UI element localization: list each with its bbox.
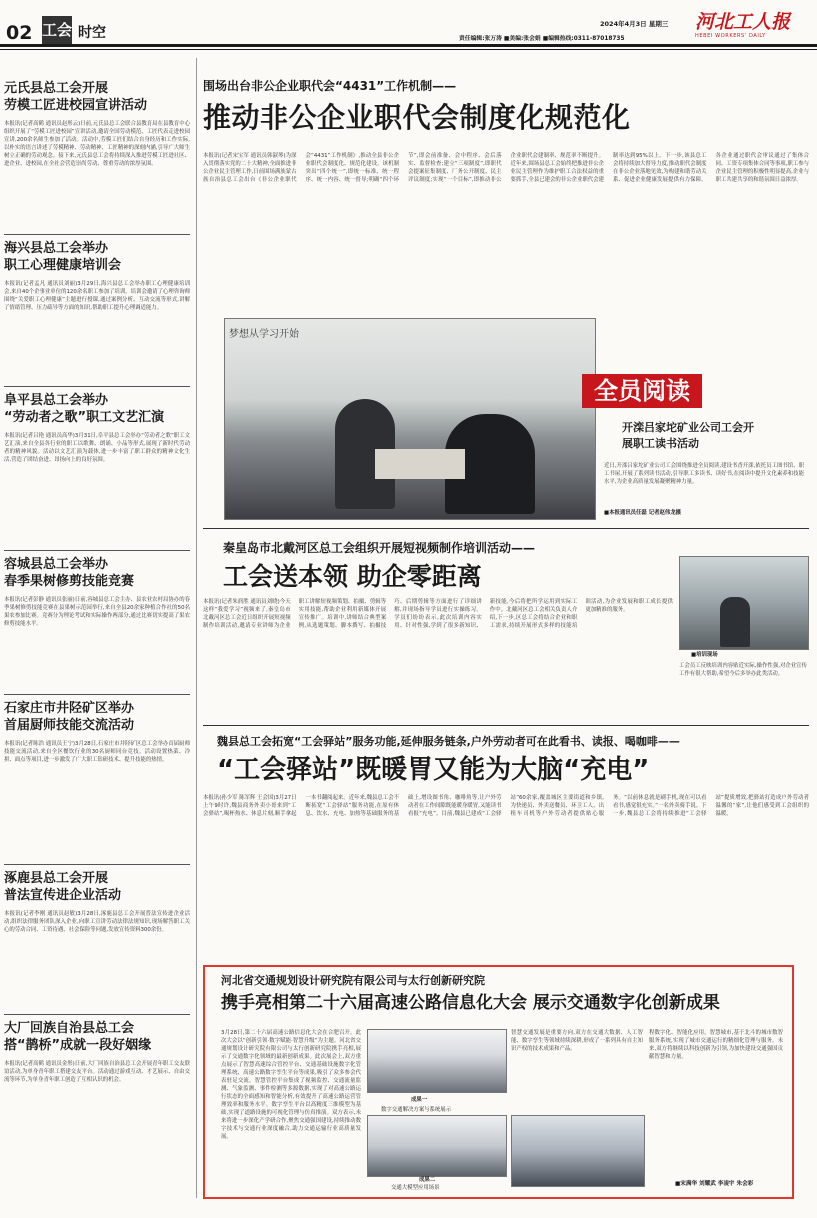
paper-name: 河北工人报 [695, 11, 791, 33]
feature-headline: 携手亮相第二十六届高速公路信息化大会 展示交通数字化创新成果 [221, 993, 720, 1013]
left-story-body: 本报讯(记者高鹤 通讯员金彤)日前,大厂回族自治县总工会开展青年职工交友联谊活动,为单身青年职工搭建交友平台。活动通过游戏互动、才艺展示、自由交流等环节,为单身青年职工创造了互相认识的机会。 [4, 1061, 190, 1083]
left-story [4, 556, 190, 696]
left-story-title-2: “劳动者之歌”职工文艺汇演 [4, 410, 165, 425]
left-divider [4, 694, 190, 695]
left-story-body: 本报讯(记者吕艳 通讯员高华)3月31日,阜平县总工会举办“劳动者之歌”职工文艺汇演,来自全县各行业的职工以歌舞、朗诵、小品等形式,展现了新时代劳动者的精神风貌。活动以文艺汇演为载体,进一步丰富了职工群众的精神文化生活,营造了团结奋进、昂扬向上的良好氛围。 [4, 433, 190, 463]
left-story-title-1: 大厂回族自治县总工会 [4, 1021, 135, 1036]
section-logo: 工会 [42, 16, 72, 44]
left-divider [4, 234, 190, 235]
second-body-cont: 工会员工反映培训内容贴近实际,操作性强,对企业宣传工作有很大帮助,希望今后多举办此类活动。 [679, 663, 807, 677]
feature-photo-1 [367, 1029, 507, 1093]
left-story-body: 本报讯(记者陈浩 通讯员王宁)3月28日,石家庄市井陉矿区总工会举办首届厨师技能交流活动,来自全区餐饮行业的30名厨师同台竞技。活动设置热菜、冷拼、面点等项目,进一步激发了广大职工钻研技术、提升技能的热情。 [4, 741, 190, 763]
lead-story [203, 74, 809, 319]
reading-story [224, 318, 810, 520]
left-story-title-1: 阜平县总工会举办 [4, 393, 109, 408]
feature-box [203, 965, 794, 1199]
left-story-title-2: 劳模工匠进校园宣讲活动 [4, 98, 148, 113]
left-story-title-1: 石家庄市井陉矿区举办 [4, 701, 135, 716]
feature-body-far: 程数字化、智能化应用。智慧城市,基于北斗的城市数智服务系统,实现了城市交通运行的精细化管理与服务。未来,双方将继续以科技创新为引领,为加快建设交通强国贡献智慧和力量。 [649, 1030, 783, 1060]
photo-people [720, 597, 750, 647]
lead-body: 本报讯(记者宋宝军 通讯员韩淑琴)为深入贯彻落实党的二十大精神,全面推进非公企业民主管理工作,日前围场满族蒙古族自治县总工会出台《非公企业职代会“4431”工作机制》,推动全县非公企业职代会制度化、规范化建设。该机制突出“四个统一”,即统一标准、统一程序、统一内容、统一督导;明确“四个环节”,即会前准备、会中程序、会后落实、监督检查;建立“三项制度”,即职代会提案征集制度、厂务公开制度、民主评议制度;实现“一个目标”,即推动非公企业职代会建制率、规范率不断提升。近年来,围场县总工会始终把推进非公企业民主管理作为维护职工合法权益的重要抓手,全县已建会的非公企业职代会建制率达到95%以上。下一步,该县总工会将持续加大督导力度,推动职代会制度在非公企业落地见效,为构建和谐劳动关系、促进企业健康发展提供有力保障。各企业通过职代会审议通过了集体合同、工资专项集体合同等事项,职工参与企业民主管理的积极性明显提高,企业与职工共建共享的和谐氛围日益浓厚。 [203, 153, 809, 183]
left-story-title-2: 搭“鹊桥”成就一段好姻缘 [4, 1038, 152, 1053]
left-story-title-1: 元氏县总工会开展 [4, 81, 109, 96]
reading-caption: ■本报通讯员任磊 记者赵伟龙摄 [604, 510, 682, 516]
left-story-title-2: 职工心理健康培训会 [4, 258, 122, 273]
reading-title-2: 展职工读书活动 [622, 437, 699, 450]
feature-body-right: 智慧交通发展是重要方向,双方在交通大数据、人工智能、数字孪生等领域持续深耕,形成了一系列具有自主知识产权的技术成果和产品。 [511, 1030, 643, 1052]
feature-caption-1a: 成果一 [411, 1097, 428, 1103]
reading-body: 近日,开滦吕家坨矿业公司工会围绕推进全员阅读,建设书香开滦,依托员工图书馆、职工书屋,开展了系列读书活动,引导职工多读书、读好书,在阅读中提升文化素养和技能水平,为企业高质量发展凝聚精神力量。 [604, 463, 804, 485]
third-body: 本报讯(孙少军 陈军辉 王会国)3月27日上午9时许,魏县商务外卖小哥来到“工会驿站”,喝杯热水、休息片刻,顺手拿起一本书翻阅起来。近年来,魏县总工会不断拓宽“工会驿站”服务功能,在原有休息、饮水、充电、加热等基础服务的基础上,增设图书角、咖啡角等,让户外劳动者在工作间隙既能暖身暖胃,又能读书看报“充电”。目前,魏县已建成“工会驿站”60余家,覆盖城区主要街道和乡镇,为快递员、外卖送餐员、环卫工人、出租车司机等户外劳动者提供贴心服务。“以前休息就是刷手机,现在可以看看书,感觉很充实。”一名外卖骑手说。下一步,魏县总工会将持续推进“工会驿站”提质增效,把驿站打造成户外劳动者温馨的“家”,让他们感受到工会组织的温暖。 [203, 795, 809, 817]
left-story-body: 本报讯(记者孟凡 通讯员刘丽)3月29日,海兴县总工会举办职工心理健康培训会,来自40个企事业单位的120余名职工参加了培训。培训会邀请了心理咨询师围绕“关爱职工心理健康”主题进行授课,通过案例分析、互动交流等形式,讲解了情绪管理、压力疏导等方面的知识,帮助职工提升心理调适能力。 [4, 281, 190, 311]
feature-body: 3月28日,第二十六届高速公路信息化大会在合肥召开。此次大会以“创新引领·数字赋能·智慧升级”为主题。河北省交通规划设计研究院有限公司与太行创新研究院携手亮相,展示了交通数字化领域的最新创新成果。此次展会上,双方重点展示了智慧高速综合管控平台、交通基础设施数字化管理系统、高速公路数字孪生平台等成果,吸引了众多参会代表驻足交流。智慧管控平台集成了视频监控、交通流量监测、气象监测、事件检测等多源数据,实现了对高速公路运行状态的全面感知和智能分析,有效提升了高速公路运营管理效率和服务水平。数字孪生平台以高精度三维模型为基础,实现了道路设施的可视化管理与仿真推演。双方表示,未来将进一步深化产学研合作,聚焦交通强国建设,持续推动数字技术与交通行业深度融合,助力交通运输行业高质量发展。 [221, 1030, 361, 1140]
left-story [4, 240, 190, 388]
left-story-body: 本报讯(记者高鹤 通讯员赵彤云)日前,元氏县总工会联合县教育局在县教育中心组织开展了“劳模工匠进校园”宣讲活动,邀请全国劳动模范、工匠代表走进校园宣讲,200余名师生参加了活动。活动中,劳模工匠们结合自身经历和工作实际,以朴实的语言讲述了劳模精神、劳动精神、工匠精神的深刻内涵,引导广大师生树立正确的劳动观念。接下来,元氏县总工会将持续深入推进劳模工匠进社区、进企业、进校园,在全社会营造崇尚劳动、尊重劳动的浓厚氛围。 [4, 121, 190, 167]
left-story-title-1: 海兴县总工会举办 [4, 241, 109, 256]
editor-line: 责任编辑:张万涛 ■美编:张会娟 ■编辑热线:0311-87018735 [459, 36, 625, 42]
third-story [203, 732, 809, 962]
feature-kicker: 河北省交通规划设计研究院有限公司与太行创新研究院 [221, 974, 485, 987]
third-headline: “工会驿站”既暖胃又能为大脑“充电” [217, 755, 650, 785]
section-title: 时空 [78, 25, 106, 41]
date-line: 2024年4月3日 星期三 [600, 20, 669, 28]
left-story [4, 80, 190, 235]
left-story-title-1: 容城县总工会举办 [4, 557, 109, 572]
paper-en: HEBEI WORKERS' DAILY [695, 33, 766, 39]
left-story-title-2: 普法宣传进企业活动 [4, 888, 122, 903]
page-number: 02 [6, 22, 33, 44]
reading-photo [224, 318, 596, 520]
left-story [4, 870, 190, 1015]
left-story-title-2: 首届厨师技能交流活动 [4, 718, 135, 733]
left-story [4, 392, 190, 552]
left-story-title-2: 春季果树修剪技能竞赛 [4, 574, 135, 589]
left-divider [4, 864, 190, 865]
left-divider [4, 550, 190, 551]
second-caption: ■培训现场 [691, 652, 718, 658]
photo-table [375, 449, 465, 479]
feature-caption-2b: 交通大模型应用场景 [391, 1185, 440, 1191]
feature-byline: ■宋满华 刘耀武 李凌宇 朱会彩 [675, 1181, 754, 1187]
third-kicker: 魏县总工会拓宽“工会驿站”服务功能,延伸服务链条,户外劳动者可在此看书、读报、喝咖啡—— [217, 735, 680, 748]
paper-logo [695, 11, 811, 43]
left-story [4, 1020, 190, 1218]
left-story-title-1: 涿鹿县总工会开展 [4, 871, 109, 886]
masthead [0, 0, 817, 58]
second-photo [679, 556, 809, 650]
left-column [0, 58, 190, 1198]
reading-banner: 全员阅读 [582, 374, 702, 408]
second-story [203, 538, 809, 718]
reading-title-1: 开滦吕家坨矿业公司工会开 [622, 421, 754, 434]
left-divider [4, 386, 190, 387]
left-divider [4, 1014, 190, 1015]
photo-wall-text: 梦想从学习开始 [229, 329, 299, 340]
second-headline: 工会送本领 助企零距离 [223, 562, 482, 591]
left-story-body: 本报讯(记者李刚 通讯员赵敏)3月28日,涿鹿县总工会开展普法宣传进企业活动,组织法律服务团队深入企业,向职工宣讲劳动法律法规知识,现场解答职工关心的劳动合同、工资待遇、社会保险等问题,发放宣传资料300余份。 [4, 911, 190, 933]
feature-photo-3 [367, 1115, 507, 1177]
second-body: 本报讯(记者朱润胜 通讯员刘晓)今天这样“我爱学习”视频来了,秦皇岛市北戴河区总工会近日组织开展短视频制作培训活动,邀请专业讲师为企业职工讲解短视频策划、拍摄、剪辑等实用技能,帮助企业利用新媒体开展宣传推广。培训中,讲师结合典型案例,从选题策划、脚本撰写、拍摄技巧、后期剪辑等方面进行了详细讲解,并现场指导学员进行实操练习。学员们纷纷表示,此次培训内容实用、针对性强,学到了很多新知识、新技能,今后将把所学运用到实际工作中。北戴河区总工会相关负责人介绍,下一步,区总工会将结合企业和职工需求,持续开展形式多样的技能培训活动,为企业发展和职工成长提供更加精准的服务。 [203, 599, 673, 629]
left-story [4, 700, 190, 865]
left-story-body: 本报讯(记者彭静 通讯员张丽)日前,容城县总工会主办、县农业农村局协办的春季果树修剪技能竞赛在县果树示范园举行,来自全县20余家种植合作社的50名果农参加比赛。竞赛分为理论考试和实际操作两部分,通过比赛切实提高了果农修剪技能水平。 [4, 597, 190, 627]
lead-kicker: 围场出台非公企业职代会“4431”工作机制—— [203, 79, 457, 93]
feature-photo-2 [511, 1115, 645, 1187]
lead-headline: 推动非公企业职代会制度化规范化 [203, 101, 631, 134]
feature-caption-1b: 数字交通解决方案与系统展示 [381, 1107, 452, 1113]
feature-caption-2a: 成果二 [419, 1177, 436, 1183]
second-kicker: 秦皇岛市北戴河区总工会组织开展短视频制作培训活动—— [223, 541, 536, 555]
